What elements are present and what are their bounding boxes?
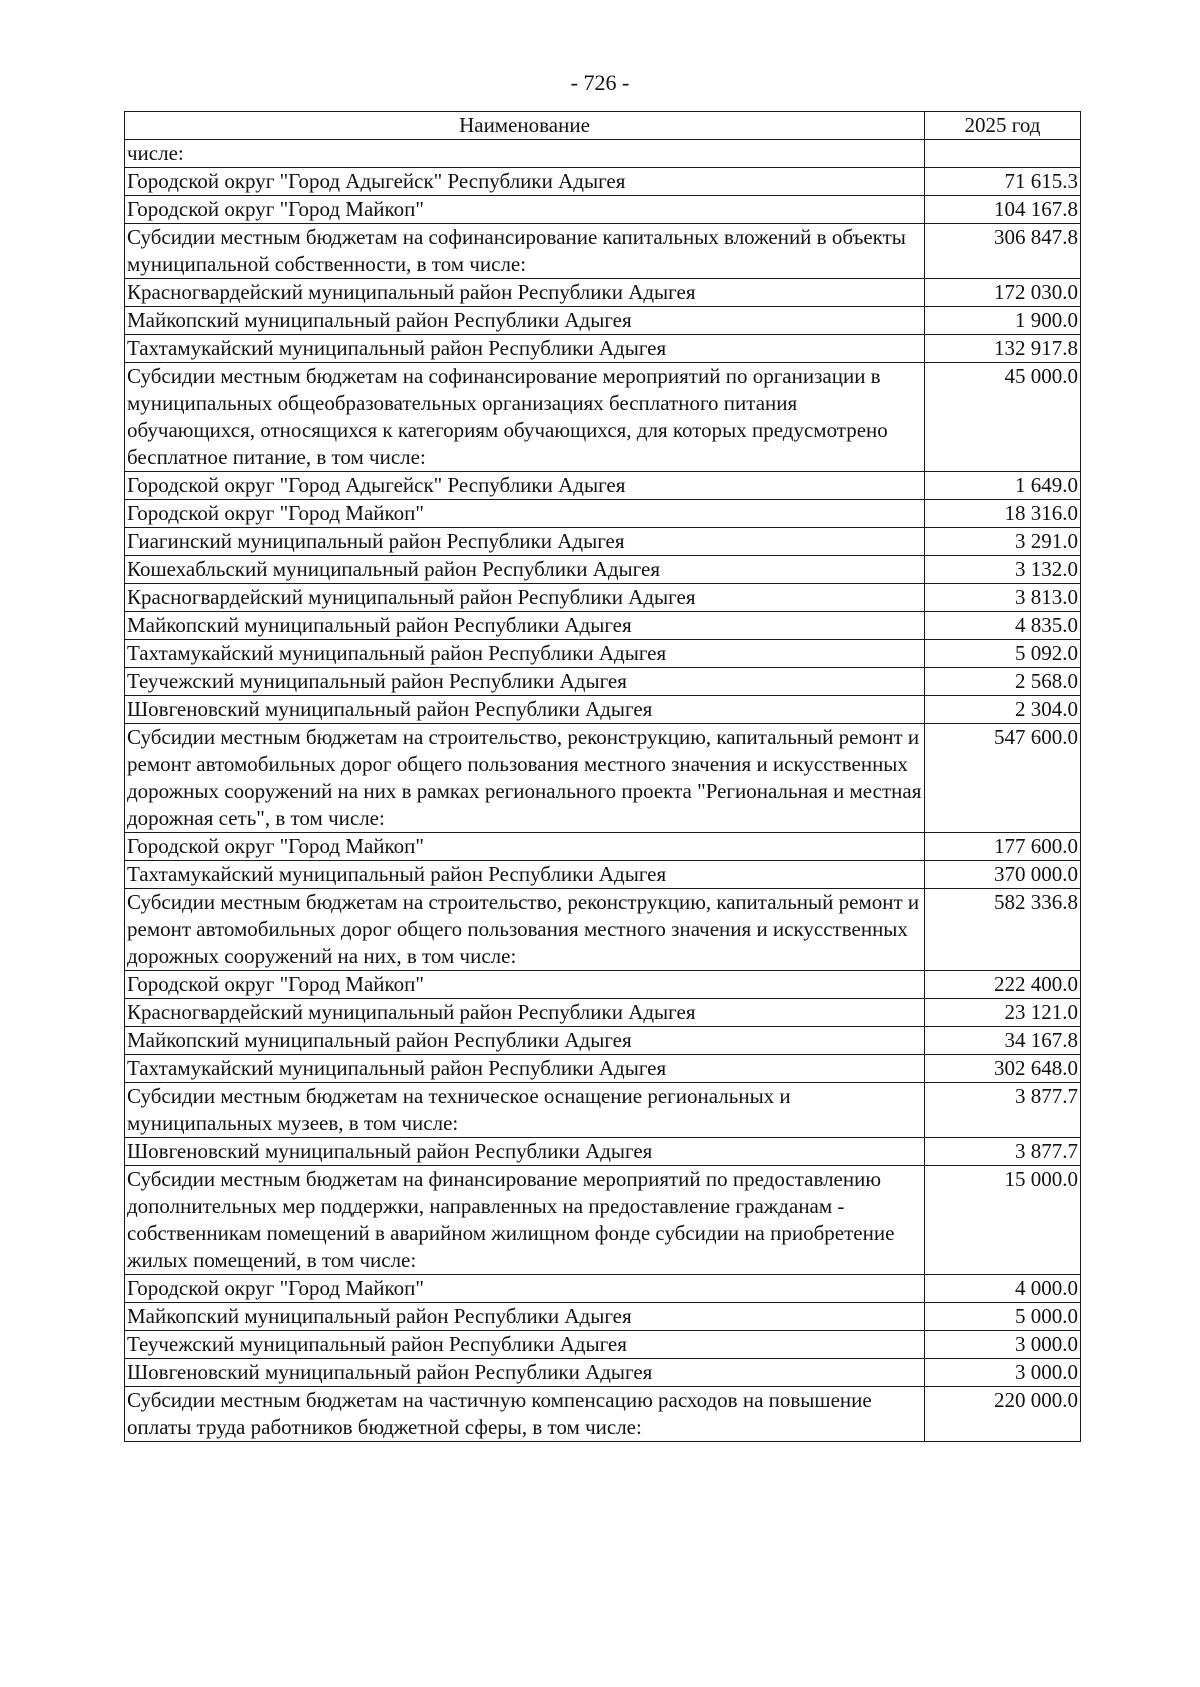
- row-value: 3 132.0: [925, 556, 1081, 584]
- row-name: Субсидии местным бюджетам на техническое оснащение региональных и муниципальных музеев, в том числе:: [125, 1083, 925, 1138]
- row-name: Гиагинский муниципальный район Республики Адыгея: [125, 528, 925, 556]
- table-row: [125, 1303, 1081, 1331]
- table-row: [125, 196, 1081, 224]
- table-row: [125, 640, 1081, 668]
- row-value: [925, 140, 1081, 168]
- row-value: 1 649.0: [925, 472, 1081, 500]
- table-row: [125, 1166, 1081, 1275]
- row-name: Майкопский муниципальный район Республики Адыгея: [125, 1303, 925, 1331]
- row-name: Шовгеновский муниципальный район Республики Адыгея: [125, 1359, 925, 1387]
- row-value: 2 304.0: [925, 696, 1081, 724]
- row-value: 177 600.0: [925, 833, 1081, 861]
- row-value: 3 813.0: [925, 584, 1081, 612]
- row-value: 4 835.0: [925, 612, 1081, 640]
- table-row: [125, 500, 1081, 528]
- table-row: [125, 1027, 1081, 1055]
- row-name: Субсидии местным бюджетам на частичную компенсацию расходов на повышение оплаты труда работников бюджетной сферы, в том числе:: [125, 1387, 925, 1442]
- row-name: Тахтамукайский муниципальный район Республики Адыгея: [125, 1055, 925, 1083]
- row-name: Городской округ "Город Майкоп": [125, 833, 925, 861]
- table-row: [125, 971, 1081, 999]
- table-row: [125, 1138, 1081, 1166]
- table-row: [125, 724, 1081, 833]
- table-row: [125, 861, 1081, 889]
- table-row: [125, 279, 1081, 307]
- row-value: 547 600.0: [925, 724, 1081, 833]
- row-value: 3 291.0: [925, 528, 1081, 556]
- row-value: 2 568.0: [925, 668, 1081, 696]
- table-row: [125, 307, 1081, 335]
- table-row: [125, 1387, 1081, 1442]
- header-name: Наименование: [125, 112, 925, 140]
- table-row: [125, 556, 1081, 584]
- row-name: Субсидии местным бюджетам на софинансирование капитальных вложений в объекты муниципальной собственности, в том числе:: [125, 224, 925, 279]
- table-row: [125, 528, 1081, 556]
- table-row: [125, 668, 1081, 696]
- table-row: [125, 1055, 1081, 1083]
- row-name: Субсидии местным бюджетам на софинансирование мероприятий по организации в муниципальных общеобразовательных организациях бесплатного питания обучающихся, относящихся к категориям обучающихся, для которых предусмотрено бесплатное питание, в том числе:: [125, 363, 925, 472]
- row-name: Субсидии местным бюджетам на финансирование мероприятий по предоставлению дополнительных мер поддержки, направленных на предоставление гражданам - собственникам помещений в аварийном жилищном фонде субсидии на приобретение жилых помещений, в том числе:: [125, 1166, 925, 1275]
- row-value: 15 000.0: [925, 1166, 1081, 1275]
- row-value: 104 167.8: [925, 196, 1081, 224]
- row-value: 1 900.0: [925, 307, 1081, 335]
- row-name: Городской округ "Город Майкоп": [125, 500, 925, 528]
- row-value: 45 000.0: [925, 363, 1081, 472]
- row-value: 172 030.0: [925, 279, 1081, 307]
- row-name: Городской округ "Город Майкоп": [125, 1275, 925, 1303]
- row-name: Субсидии местным бюджетам на строительство, реконструкцию, капитальный ремонт и ремонт автомобильных дорог общего пользования местного значения и искусственных дорожных сооружений на них, в том числе:: [125, 889, 925, 971]
- row-name: Городской округ "Город Майкоп": [125, 196, 925, 224]
- row-value: 34 167.8: [925, 1027, 1081, 1055]
- row-name: Шовгеновский муниципальный район Республики Адыгея: [125, 1138, 925, 1166]
- row-name: Городской округ "Город Адыгейск" Республики Адыгея: [125, 168, 925, 196]
- table-row: [125, 168, 1081, 196]
- table-row: [125, 889, 1081, 971]
- table-row: [125, 1083, 1081, 1138]
- row-name: Тахтамукайский муниципальный район Республики Адыгея: [125, 861, 925, 889]
- table-row: [125, 335, 1081, 363]
- row-name: Тахтамукайский муниципальный район Республики Адыгея: [125, 640, 925, 668]
- row-value: 4 000.0: [925, 1275, 1081, 1303]
- row-value: 71 615.3: [925, 168, 1081, 196]
- table-row: [125, 1331, 1081, 1359]
- budget-table: [124, 111, 1081, 1442]
- row-value: 23 121.0: [925, 999, 1081, 1027]
- row-name: Красногвардейский муниципальный район Республики Адыгея: [125, 999, 925, 1027]
- table-row: [125, 224, 1081, 279]
- row-name: Майкопский муниципальный район Республики Адыгея: [125, 1027, 925, 1055]
- row-name: Майкопский муниципальный район Республики Адыгея: [125, 307, 925, 335]
- row-value: 5 000.0: [925, 1303, 1081, 1331]
- row-value: 222 400.0: [925, 971, 1081, 999]
- row-name: Теучежский муниципальный район Республики Адыгея: [125, 1331, 925, 1359]
- row-value: 18 316.0: [925, 500, 1081, 528]
- row-value: 302 648.0: [925, 1055, 1081, 1083]
- row-name: Городской округ "Город Адыгейск" Республики Адыгея: [125, 472, 925, 500]
- table-row: [125, 999, 1081, 1027]
- table-row: [125, 833, 1081, 861]
- table-header-row: [125, 112, 1081, 140]
- table-row: [125, 1359, 1081, 1387]
- row-value: 3 877.7: [925, 1138, 1081, 1166]
- row-value: 220 000.0: [925, 1387, 1081, 1442]
- row-value: 132 917.8: [925, 335, 1081, 363]
- row-name: Кошехабльский муниципальный район Республики Адыгея: [125, 556, 925, 584]
- row-name: Красногвардейский муниципальный район Республики Адыгея: [125, 584, 925, 612]
- table-row: [125, 472, 1081, 500]
- row-name: Тахтамукайский муниципальный район Республики Адыгея: [125, 335, 925, 363]
- header-year: 2025 год: [925, 112, 1081, 140]
- row-name: Городской округ "Город Майкоп": [125, 971, 925, 999]
- table-body: [125, 140, 1081, 1442]
- row-value: 582 336.8: [925, 889, 1081, 971]
- row-value: 5 092.0: [925, 640, 1081, 668]
- page-number: - 726 -: [570, 70, 630, 95]
- row-value: 306 847.8: [925, 224, 1081, 279]
- table-row: [125, 584, 1081, 612]
- row-value: 3 000.0: [925, 1331, 1081, 1359]
- table-row: [125, 612, 1081, 640]
- table-row: [125, 363, 1081, 472]
- row-name: Красногвардейский муниципальный район Республики Адыгея: [125, 279, 925, 307]
- row-name: Майкопский муниципальный район Республики Адыгея: [125, 612, 925, 640]
- row-value: 370 000.0: [925, 861, 1081, 889]
- row-name: Субсидии местным бюджетам на строительство, реконструкцию, капитальный ремонт и ремонт автомобильных дорог общего пользования местного значения и искусственных дорожных сооружений на них в рамках регионального проекта "Региональная и местная дорожная сеть", в том числе:: [125, 724, 925, 833]
- row-value: 3 000.0: [925, 1359, 1081, 1387]
- row-value: 3 877.7: [925, 1083, 1081, 1138]
- table-row: [125, 1275, 1081, 1303]
- table-row: [125, 140, 1081, 168]
- row-name: Шовгеновский муниципальный район Республики Адыгея: [125, 696, 925, 724]
- row-name: Теучежский муниципальный район Республики Адыгея: [125, 668, 925, 696]
- table-row: [125, 696, 1081, 724]
- row-name: числе:: [125, 140, 925, 168]
